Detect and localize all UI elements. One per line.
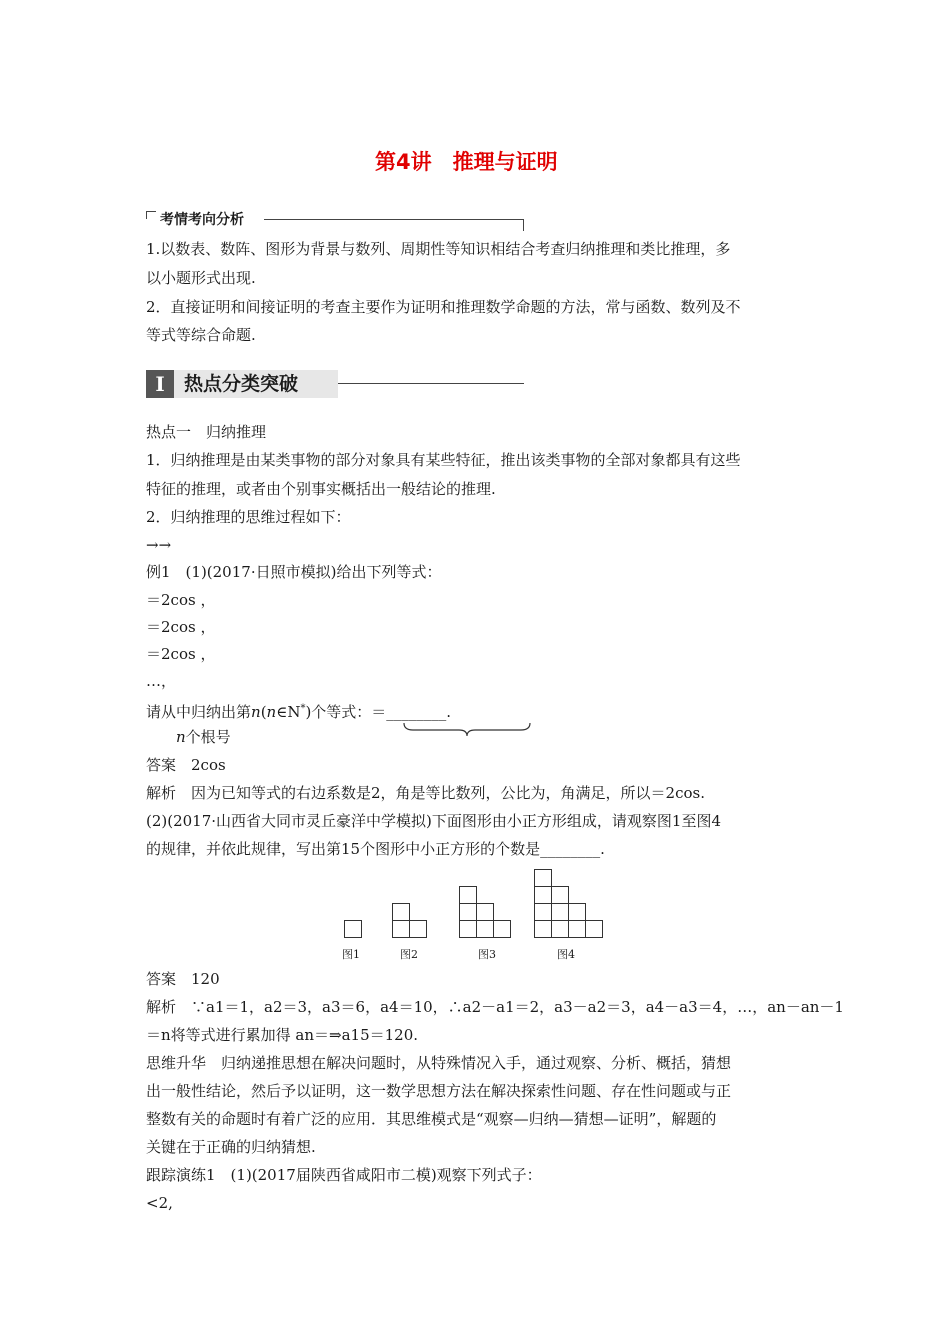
root-count-label: [176, 723, 231, 751]
var-n-3: n: [176, 728, 186, 746]
fig2-square: [392, 920, 410, 938]
equation-1: ＝2cos ，: [146, 591, 216, 609]
body-line-1a: 1．归纳推理是由某类事物的部分对象具有某些特征，推出该类事物的全部对象都具有这些: [146, 451, 741, 469]
fig4-square: [585, 920, 603, 938]
fig1-square: [344, 920, 362, 938]
banner-roman-numeral: I: [146, 370, 174, 398]
example-1-intro: 例1 (1)(2017·日照市模拟)给出下列等式：: [146, 563, 442, 581]
solution-2b: ＝n将等式进行累加得 an＝⇒a15＝120.: [146, 1026, 419, 1044]
question-text-start: 请从中归纳出第: [146, 703, 252, 721]
fig4-square: [551, 886, 569, 904]
underbrace: [403, 722, 531, 738]
solution-1: 解析 因为已知等式的右边系数是2，角是等比数列，公比为，角满足，所以＝2cos.: [146, 784, 705, 802]
fig4-square: [534, 886, 552, 904]
solution-2a: 解析 ∵a1＝1，a2＝3，a3＝6，a4＝10，∴a2－a1＝2，a3－a2＝3，a4－a3＝4，…，an－an－1: [146, 998, 844, 1016]
section-heading-analysis: 考情考向分析: [160, 212, 244, 228]
fig3-square: [459, 920, 477, 938]
tracking-exercise: 跟踪演练1 (1)(2017届陕西省咸阳市二模)观察下列式子：: [146, 1166, 542, 1184]
ellipsis-line: …，: [146, 672, 177, 690]
fig-label-3: 图3: [478, 948, 496, 961]
equation-3: ＝2cos ，: [146, 645, 216, 663]
fig4-square: [551, 903, 569, 921]
summary-line-d: 关键在于正确的归纳猜想.: [146, 1138, 316, 1156]
page-title: 第4讲 推理与证明: [375, 150, 558, 174]
fig3-square: [459, 886, 477, 904]
question-2b: 的规律，并依此规律，写出第15个图形中小正方形的个数是________.: [146, 840, 605, 858]
last-line: <2,: [146, 1194, 173, 1212]
fig4-square: [568, 920, 586, 938]
analysis-paragraph-2b: 等式等综合命题.: [146, 326, 256, 344]
var-n-2: n: [266, 703, 277, 721]
fig2-square: [409, 920, 427, 938]
question-star: *: [300, 703, 306, 714]
summary-line-b: 出一般性结论，然后予以证明，这一数学思想方法在解决探索性问题、存在性问题或与正: [146, 1082, 732, 1100]
fig3-square: [459, 903, 477, 921]
banner-rule: [338, 383, 524, 384]
question-in-n: ∈N: [276, 703, 301, 721]
var-n: n: [251, 703, 261, 721]
fig-label-4: 图4: [557, 948, 575, 961]
analysis-paragraph-2a: 2．直接证明和间接证明的考查主要作为证明和推理数学命题的方法，常与函数、数列及不: [146, 298, 741, 316]
body-line-2: 2．归纳推理的思维过程如下：: [146, 508, 351, 526]
fig4-square: [551, 920, 569, 938]
fig3-square: [493, 920, 511, 938]
answer-1: 答案 2cos: [146, 756, 226, 774]
banner-title: 热点分类突破: [184, 373, 299, 395]
question-text-end: )个等式：＝________.: [305, 703, 452, 721]
fig4-square: [534, 903, 552, 921]
root-count-text: 个根号: [185, 728, 231, 746]
summary-line-a: 思维升华 归纳递推思想在解决问题时，从特殊情况入手，通过观察、分析、概括，猜想: [146, 1054, 732, 1072]
body-line-1b: 特征的推理，或者由个别事实概括出一般结论的推理.: [146, 480, 496, 498]
fig3-square: [476, 920, 494, 938]
fig4-square: [568, 903, 586, 921]
fig-label-1: 图1: [342, 948, 360, 961]
question-2a: (2)(2017·山西省大同市灵丘豪洋中学模拟)下面图形由小正方形组成，请观察图1至图4: [146, 812, 721, 830]
summary-line-c: 整数有关的命题时有着广泛的应用．其思维模式是“观察—归纳—猜想—证明”，解题的: [146, 1110, 717, 1128]
fig4-square: [534, 920, 552, 938]
analysis-paragraph-1b: 以小题形式出现.: [146, 269, 256, 287]
equation-2: ＝2cos ，: [146, 618, 216, 636]
fig4-square: [534, 869, 552, 887]
analysis-paragraph-1a: 1.以数表、数阵、图形为背景与数列、周期性等知识相结合考查归纳推理和类比推理，多: [146, 240, 731, 258]
arrows: →→: [146, 536, 172, 554]
fig-label-2: 图2: [400, 948, 418, 961]
section-banner: [146, 370, 338, 398]
answer-2: 答案 120: [146, 970, 220, 988]
question-paren: (: [260, 703, 267, 721]
fig3-square: [476, 903, 494, 921]
hot-point-heading: 热点一 归纳推理: [146, 423, 267, 441]
fig2-square: [392, 903, 410, 921]
square-figures: [340, 868, 610, 964]
